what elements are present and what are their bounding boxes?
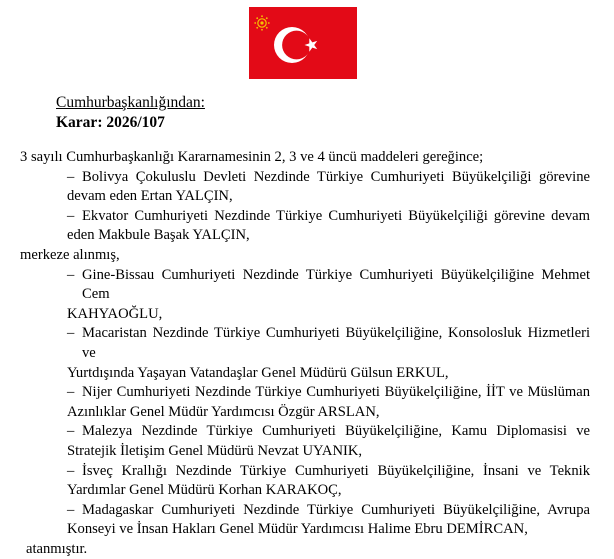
transition-line: merkeze alınmış,	[20, 246, 120, 263]
item-line: Madagaskar Cumhuriyeti Nezdinde Türkiye Cumhuriyeti Büyükelçiliğine, Avrupa	[82, 501, 590, 518]
closing-line: atanmıştır.	[26, 540, 88, 557]
dash-marker: –	[67, 325, 75, 342]
item-line-continued: Yardımlar Genel Müdürü Korhan KARAKOÇ,	[67, 482, 342, 499]
item-line: İsveç Krallığı Nezdinde Türkiye Cumhuriyeti Büyükelçiliğine, İnsani ve Teknik	[82, 462, 590, 479]
appointment-item	[20, 462, 590, 501]
item-line: Malezya Nezdinde Türkiye Cumhuriyeti Büyükelçiliğine, Kamu Diplomasisi ve	[82, 423, 590, 440]
item-line-continued: devam eden Ertan YALÇIN,	[67, 188, 233, 205]
item-line-continued: eden Makbule Başak YALÇIN,	[67, 227, 250, 244]
item-line: Bolivya Çokuluslu Devleti Nezdinde Türkiye Cumhuriyeti Büyükelçiliği görevine	[82, 168, 590, 185]
item-line-continued: KAHYAOĞLU,	[67, 305, 163, 322]
dash-marker: –	[67, 462, 75, 479]
withdrawal-item	[20, 207, 590, 246]
dash-marker: –	[67, 207, 75, 224]
withdrawal-item	[20, 168, 590, 207]
dash-marker: –	[67, 266, 75, 283]
dash-marker: –	[67, 384, 75, 401]
dash-marker: –	[67, 168, 75, 185]
item-line-continued: Konseyi ve İnsan Hakları Genel Müdür Yardımcısı Halime Ebru DEMİRCAN,	[67, 521, 528, 538]
turkish-presidential-flag-icon	[249, 7, 357, 79]
item-line: Macaristan Nezdinde Türkiye Cumhuriyeti Büyükelçiliğine, Konsolosluk Hizmetleri ve	[82, 325, 590, 361]
item-line-continued: Azınlıklar Genel Müdür Yardımcısı Özgür ARSLAN,	[67, 403, 380, 420]
item-line: Gine-Bissau Cumhuriyeti Nezdinde Türkiye Cumhuriyeti Büyükelçiliğine Mehmet Cem	[82, 266, 590, 303]
intro-paragraph: 3 sayılı Cumhurbaşkanlığı Kararnamesinin 2, 3 ve 4 üncü maddeleri gereğince;	[20, 149, 484, 165]
dash-marker: –	[67, 501, 75, 518]
document-header	[56, 93, 205, 132]
decree-body	[20, 148, 590, 559]
appointment-item	[20, 324, 590, 383]
item-line: Nijer Cumhuriyeti Nezdinde Türkiye Cumhuriyeti Büyükelçiliğine, İİT ve Müslüman	[82, 384, 590, 401]
appointment-item	[20, 422, 590, 461]
dash-marker: –	[67, 423, 75, 440]
item-line-continued: Yurtdışında Yaşayan Vatandaşlar Genel Müdürü Gülsun ERKUL,	[67, 364, 449, 381]
item-line: Ekvator Cumhuriyeti Nezdinde Türkiye Cumhuriyeti Büyükelçiliği görevine devam	[82, 207, 590, 224]
appointment-item	[20, 266, 590, 325]
item-line-continued: Stratejik İletişim Genel Müdürü Nevzat UYANIK,	[67, 442, 363, 459]
appointment-item	[20, 501, 590, 540]
issuer-heading: Cumhurbaşkanlığından:	[56, 94, 205, 111]
decree-number: Karar: 2026/107	[56, 114, 165, 131]
appointment-item	[20, 383, 590, 422]
